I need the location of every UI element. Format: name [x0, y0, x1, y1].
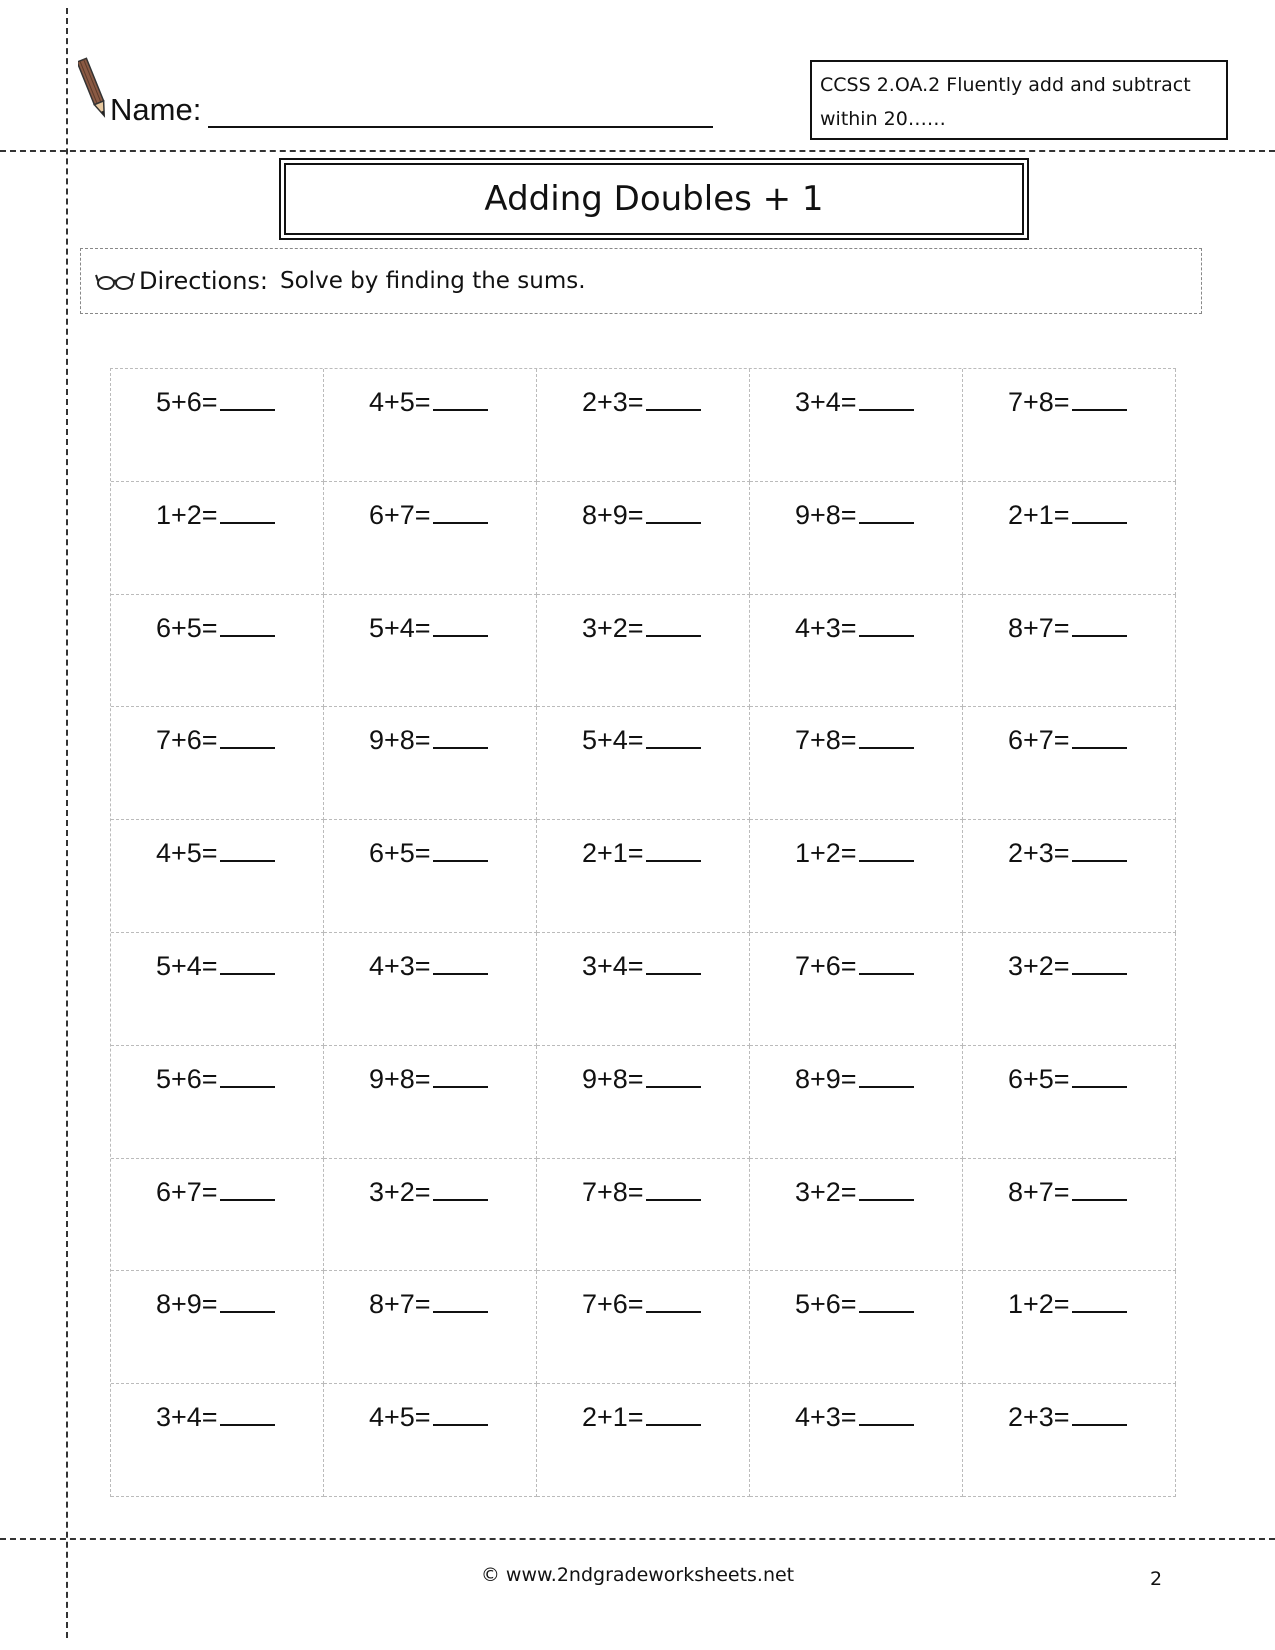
problem-text: 8+9= — [795, 1063, 857, 1094]
problem-text: 2+3= — [1008, 1402, 1070, 1433]
problem — [1008, 838, 1127, 869]
problem-cell — [750, 1046, 963, 1159]
answer-blank[interactable] — [859, 387, 914, 411]
problem — [582, 1177, 701, 1208]
problem — [795, 613, 914, 644]
standard-line-1: CCSS 2.OA.2 Fluently add and subtract — [820, 74, 1191, 96]
vertical-cut-line — [66, 8, 68, 1638]
problem-text: 5+6= — [156, 387, 218, 417]
answer-blank[interactable] — [220, 387, 275, 411]
problem-cell — [537, 482, 750, 595]
answer-blank[interactable] — [1072, 1289, 1127, 1313]
problem — [369, 1402, 488, 1433]
problem-text: 3+2= — [369, 1176, 431, 1207]
problem — [369, 500, 488, 531]
problem-text: 7+8= — [582, 1176, 644, 1207]
problem-text: 6+5= — [156, 612, 218, 643]
problem-text: 3+2= — [582, 612, 644, 643]
problem-cell — [750, 707, 963, 820]
answer-blank[interactable] — [646, 1064, 701, 1088]
glasses-icon — [95, 269, 135, 293]
answer-blank[interactable] — [859, 1064, 914, 1088]
answer-blank[interactable] — [1072, 387, 1127, 411]
problem-text: 8+7= — [1008, 1176, 1070, 1207]
answer-blank[interactable] — [646, 838, 701, 862]
problem-text: 7+8= — [795, 725, 857, 756]
problem — [369, 387, 488, 418]
answer-blank[interactable] — [433, 951, 488, 975]
problem — [795, 500, 914, 531]
problem-cell — [111, 820, 324, 933]
problem-cell — [111, 1271, 324, 1384]
directions-box — [80, 248, 1202, 314]
answer-blank[interactable] — [859, 1289, 914, 1313]
problem-text: 4+5= — [369, 1402, 431, 1433]
standard-line-2: within 20…… — [820, 108, 946, 130]
answer-blank[interactable] — [1072, 1177, 1127, 1201]
problem-cell — [324, 1046, 537, 1159]
page-number: 2 — [1150, 1568, 1163, 1590]
answer-blank[interactable] — [1072, 725, 1127, 749]
problem-cell — [537, 1159, 750, 1272]
directions-text: Solve by finding the sums. — [280, 268, 586, 294]
problem-text: 3+2= — [1008, 951, 1070, 981]
problem-text: 3+4= — [156, 1402, 218, 1433]
problem-text: 6+5= — [369, 838, 431, 869]
problem-text: 7+6= — [156, 725, 218, 756]
problem — [369, 725, 488, 756]
pencil-icon — [78, 54, 108, 122]
problem-cell — [963, 933, 1176, 1046]
problem-cell — [963, 1046, 1176, 1159]
answer-blank[interactable] — [1072, 838, 1127, 862]
answer-blank[interactable] — [859, 838, 914, 862]
problem-cell — [324, 595, 537, 708]
answer-blank[interactable] — [433, 1289, 488, 1313]
problem-cell — [537, 933, 750, 1046]
answer-blank[interactable] — [220, 951, 275, 975]
problem — [582, 500, 701, 531]
problem-cell — [324, 820, 537, 933]
answer-blank[interactable] — [1072, 1064, 1127, 1088]
problem-text: 5+4= — [369, 612, 431, 643]
answer-blank[interactable] — [646, 1289, 701, 1313]
answer-blank[interactable] — [646, 500, 701, 524]
problem-cell — [963, 369, 1176, 482]
page-title: Adding Doubles + 1 — [284, 163, 1024, 235]
answer-blank[interactable] — [433, 1064, 488, 1088]
problem — [582, 613, 701, 644]
problem-cell — [324, 1384, 537, 1497]
problem-cell — [324, 482, 537, 595]
answer-blank[interactable] — [220, 1177, 275, 1201]
problem — [582, 838, 701, 869]
problem — [369, 1289, 488, 1320]
problem-cell — [750, 595, 963, 708]
problem — [369, 951, 488, 982]
problem — [795, 1177, 914, 1208]
answer-blank[interactable] — [1072, 1402, 1127, 1426]
answer-blank[interactable] — [646, 1177, 701, 1201]
problem-cell — [111, 1159, 324, 1272]
problem-text: 5+6= — [795, 1289, 857, 1320]
problem-cell — [111, 707, 324, 820]
answer-blank[interactable] — [433, 387, 488, 411]
problem — [582, 1289, 701, 1320]
problem — [582, 951, 701, 982]
answer-blank[interactable] — [433, 613, 488, 637]
answer-blank[interactable] — [433, 838, 488, 862]
problem-text: 7+6= — [582, 1289, 644, 1320]
problem — [156, 838, 275, 869]
problem — [795, 1289, 914, 1320]
problem — [156, 1177, 275, 1208]
problem-text: 5+4= — [582, 725, 644, 756]
problem-text: 2+1= — [582, 838, 644, 869]
problem — [1008, 1177, 1127, 1208]
problem-text: 6+7= — [156, 1176, 218, 1207]
problem-cell — [750, 1384, 963, 1497]
problem-cell — [324, 369, 537, 482]
problem-text: 7+6= — [795, 951, 857, 981]
problem-cell — [537, 595, 750, 708]
problem-text: 5+4= — [156, 951, 218, 981]
problem-cell — [111, 933, 324, 1046]
problem-cell — [963, 482, 1176, 595]
answer-blank[interactable] — [859, 500, 914, 524]
problem-text: 4+3= — [795, 1402, 857, 1433]
answer-blank[interactable] — [220, 725, 275, 749]
problem-cell — [750, 482, 963, 595]
answer-blank[interactable] — [220, 1289, 275, 1313]
problem — [1008, 951, 1127, 982]
problem-cell — [324, 933, 537, 1046]
problem-cell — [963, 820, 1176, 933]
problem-cell — [750, 1271, 963, 1384]
problem-text: 8+7= — [1008, 612, 1070, 643]
answer-blank[interactable] — [433, 500, 488, 524]
bottom-cut-line — [0, 1538, 1275, 1540]
problem-text: 3+4= — [582, 951, 644, 981]
problem-text: 8+7= — [369, 1289, 431, 1320]
answer-blank[interactable] — [220, 1402, 275, 1426]
problem — [156, 1289, 275, 1320]
problem — [156, 951, 275, 982]
answer-blank[interactable] — [1072, 500, 1127, 524]
problem — [582, 1402, 701, 1433]
answer-blank[interactable] — [1072, 613, 1127, 637]
problem-cell — [324, 1271, 537, 1384]
answer-blank[interactable] — [220, 613, 275, 637]
problem — [582, 725, 701, 756]
answer-blank[interactable] — [859, 1177, 914, 1201]
title-box — [279, 158, 1029, 240]
problem — [582, 387, 701, 418]
problem-cell — [111, 595, 324, 708]
problem-text: 9+8= — [369, 1063, 431, 1094]
standard-box — [810, 60, 1228, 140]
answer-blank[interactable] — [220, 1064, 275, 1088]
name-field[interactable] — [208, 126, 713, 128]
problem-cell — [750, 369, 963, 482]
problem — [156, 725, 275, 756]
problem — [156, 613, 275, 644]
problem-text: 3+2= — [795, 1176, 857, 1207]
problem-cell — [537, 820, 750, 933]
problem — [1008, 725, 1127, 756]
problem-text: 3+4= — [795, 387, 857, 417]
problem-text: 4+5= — [369, 387, 431, 417]
footer-url: © www.2ndgradeworksheets.net — [480, 1564, 795, 1586]
problem-cell — [111, 1046, 324, 1159]
problem — [1008, 1402, 1127, 1433]
problem-grid — [110, 368, 1176, 1497]
problem-cell — [750, 933, 963, 1046]
name-row — [78, 54, 728, 134]
problem-text: 7+8= — [1008, 387, 1070, 417]
problem-text: 8+9= — [582, 499, 644, 530]
answer-blank[interactable] — [646, 725, 701, 749]
problem — [1008, 500, 1127, 531]
problem-cell — [963, 707, 1176, 820]
answer-blank[interactable] — [859, 951, 914, 975]
answer-blank[interactable] — [433, 1177, 488, 1201]
problem-text: 4+3= — [369, 951, 431, 981]
problem-cell — [537, 1384, 750, 1497]
problem — [582, 1064, 701, 1095]
problem-cell — [963, 595, 1176, 708]
problem-cell — [111, 482, 324, 595]
answer-blank[interactable] — [220, 500, 275, 524]
name-label: Name: — [110, 92, 202, 127]
answer-blank[interactable] — [1072, 951, 1127, 975]
problem-text: 5+6= — [156, 1063, 218, 1094]
problem-text: 2+3= — [1008, 838, 1070, 869]
problem — [369, 1064, 488, 1095]
answer-blank[interactable] — [859, 1402, 914, 1426]
answer-blank[interactable] — [859, 613, 914, 637]
problem-cell — [963, 1384, 1176, 1497]
problem — [1008, 1064, 1127, 1095]
problem-text: 6+7= — [369, 499, 431, 530]
problem-text: 4+3= — [795, 612, 857, 643]
problem-text: 1+2= — [156, 499, 218, 530]
problem-cell — [750, 820, 963, 933]
problem — [156, 500, 275, 531]
problem — [1008, 613, 1127, 644]
answer-blank[interactable] — [220, 838, 275, 862]
problem — [795, 1064, 914, 1095]
answer-blank[interactable] — [646, 951, 701, 975]
problem-cell — [537, 707, 750, 820]
problem — [156, 1402, 275, 1433]
problem-text: 8+9= — [156, 1289, 218, 1320]
top-cut-line — [0, 150, 1275, 152]
problem — [795, 387, 914, 418]
problem-text: 9+8= — [795, 499, 857, 530]
problem-text: 1+2= — [1008, 1289, 1070, 1320]
problem-cell — [750, 1159, 963, 1272]
problem-text: 2+1= — [1008, 499, 1070, 530]
problem-text: 9+8= — [582, 1063, 644, 1094]
problem-cell — [537, 369, 750, 482]
problem-cell — [963, 1159, 1176, 1272]
problem — [156, 387, 275, 418]
problem — [369, 838, 488, 869]
problem-cell — [111, 369, 324, 482]
answer-blank[interactable] — [433, 1402, 488, 1426]
problem-text: 9+8= — [369, 725, 431, 756]
problem — [1008, 387, 1127, 418]
problem — [156, 1064, 275, 1095]
problem-cell — [963, 1271, 1176, 1384]
problem — [1008, 1289, 1127, 1320]
problem — [795, 1402, 914, 1433]
problem-text: 4+5= — [156, 838, 218, 869]
problem-cell — [324, 707, 537, 820]
problem-cell — [537, 1271, 750, 1384]
problem-text: 1+2= — [795, 838, 857, 869]
problem — [795, 725, 914, 756]
answer-blank[interactable] — [646, 613, 701, 637]
directions-label: Directions: — [139, 267, 269, 295]
problem-cell — [537, 1046, 750, 1159]
answer-blank[interactable] — [646, 387, 701, 411]
problem — [795, 951, 914, 982]
answer-blank[interactable] — [646, 1402, 701, 1426]
problem-cell — [324, 1159, 537, 1272]
problem — [795, 838, 914, 869]
problem-text: 2+1= — [582, 1402, 644, 1433]
problem-text: 6+7= — [1008, 725, 1070, 756]
problem-text: 2+3= — [582, 387, 644, 417]
problem-text: 6+5= — [1008, 1063, 1070, 1094]
problem-cell — [111, 1384, 324, 1497]
answer-blank[interactable] — [859, 725, 914, 749]
answer-blank[interactable] — [433, 725, 488, 749]
problem — [369, 613, 488, 644]
problem — [369, 1177, 488, 1208]
